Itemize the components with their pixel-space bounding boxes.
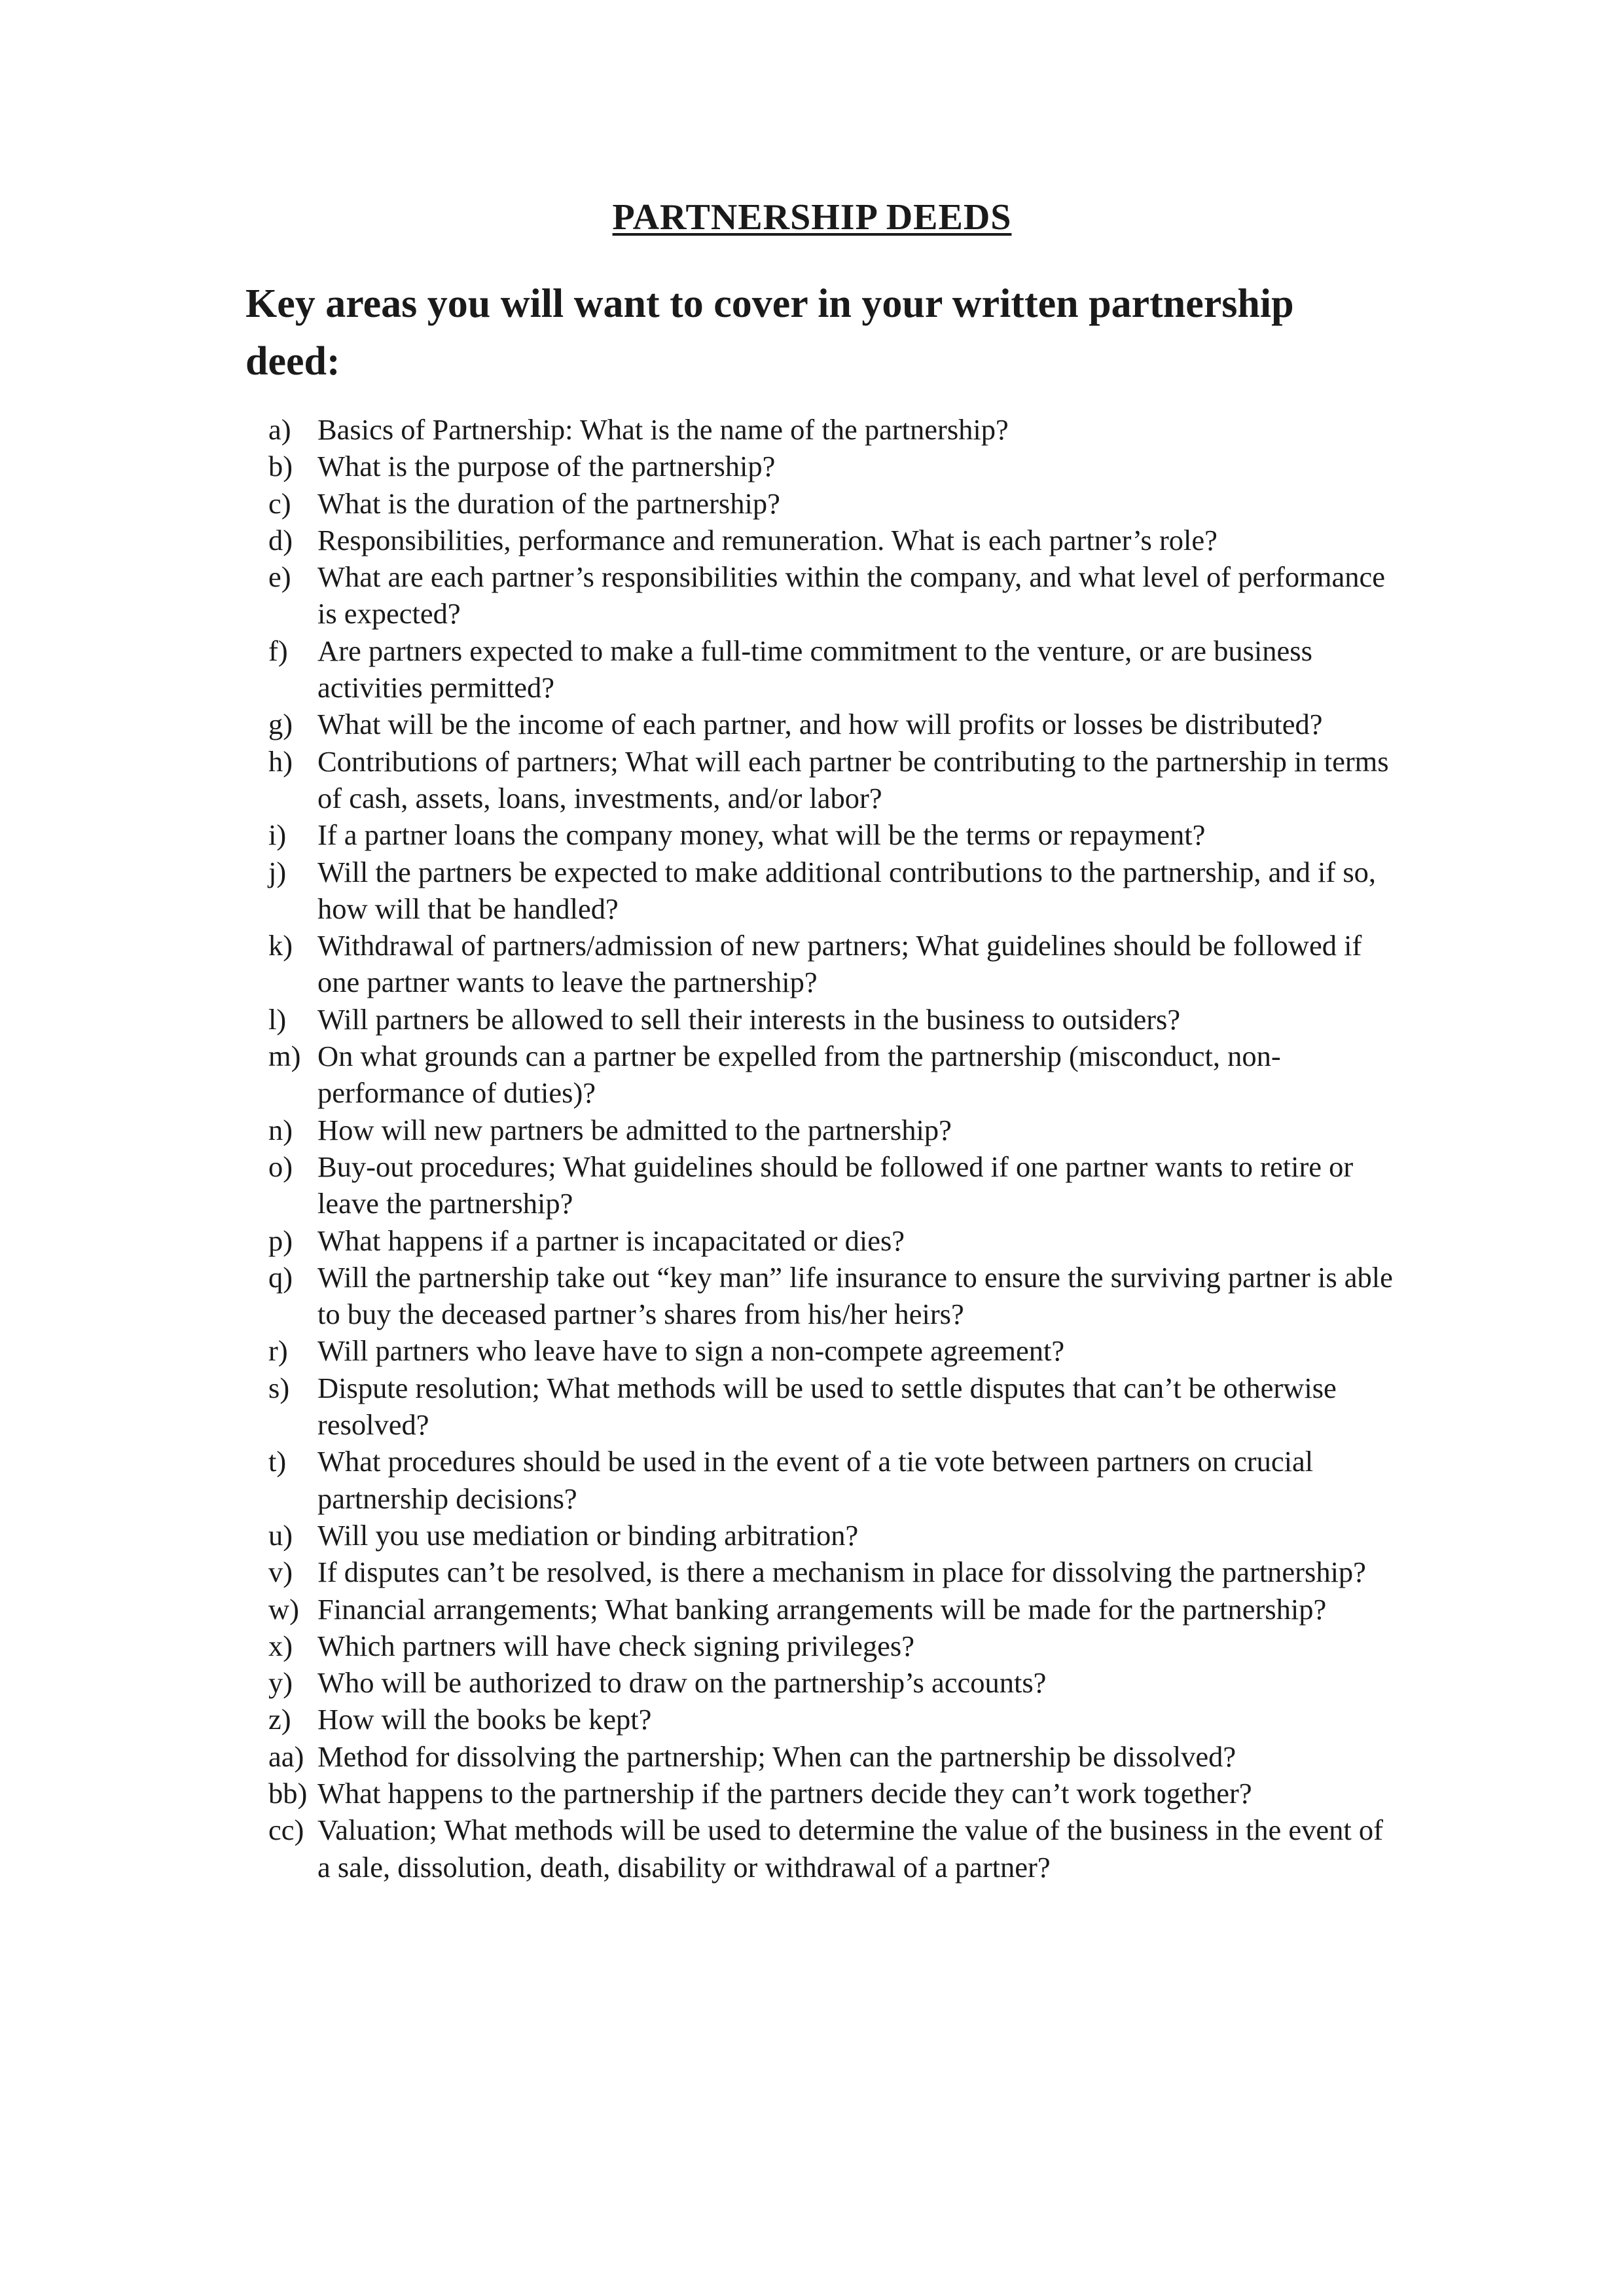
list-item	[245, 632, 1398, 706]
list-item-marker: q)	[268, 1260, 293, 1294]
list-item-marker: g)	[268, 708, 293, 741]
list-item-text: Which partners will have check signing privileges?	[317, 1629, 914, 1662]
list-item-text: Will the partners be expected to make additional contributions to the partnership, and if so, how will that be handled?	[317, 855, 1377, 925]
list-item	[245, 1001, 1398, 1038]
list-item-marker: x)	[268, 1629, 293, 1662]
list-item	[245, 1332, 1398, 1369]
list-item-marker: e)	[268, 560, 291, 594]
list-item	[245, 1370, 1398, 1444]
list-item-text: How will the books be kept?	[317, 1703, 652, 1736]
list-item-marker: z)	[268, 1703, 291, 1736]
list-item	[245, 411, 1398, 448]
list-item-marker: y)	[268, 1666, 293, 1700]
list-item-marker: n)	[268, 1113, 293, 1146]
list-item	[245, 558, 1398, 632]
document-subheading: Key areas you will want to cover in your written partnership deed:	[245, 282, 1294, 384]
list-item-marker: s)	[268, 1371, 290, 1404]
list-item-marker: m)	[268, 1040, 301, 1073]
list-item-text: If disputes can’t be resolved, is there a mechanism in place for dissolving the partnership?	[317, 1556, 1366, 1589]
list-item-marker: t)	[268, 1445, 287, 1478]
list-item-marker: c)	[268, 486, 291, 520]
list-item-text: Responsibilities, performance and remuneration. What is each partner’s role?	[317, 523, 1218, 556]
list-item-text: Dispute resolution; What methods will be used to settle disputes that can’t be otherwise resolved?	[317, 1371, 1337, 1442]
key-areas-list	[245, 411, 1398, 1886]
list-item-marker: j)	[268, 855, 287, 888]
list-item	[245, 743, 1398, 817]
list-item-marker: aa)	[268, 1740, 304, 1773]
list-item	[245, 816, 1398, 853]
list-item-marker: h)	[268, 744, 293, 778]
list-item-text: On what grounds can a partner be expelled from the partnership (misconduct, non-performance of duties)?	[317, 1040, 1281, 1110]
list-item-text: What is the duration of the partnership?	[317, 486, 780, 520]
list-item	[245, 1738, 1398, 1775]
list-item	[245, 1775, 1398, 1812]
list-item-text: Basics of Partnership: What is the name of the partnership?	[317, 413, 1009, 446]
list-item-text: Will partners who leave have to sign a non-compete agreement?	[317, 1334, 1065, 1368]
list-item-marker: k)	[268, 929, 293, 962]
list-item-marker: a)	[268, 413, 291, 446]
list-item-text: Are partners expected to make a full-time commitment to the venture, or are business activities permitted?	[317, 634, 1312, 704]
list-item	[245, 927, 1398, 1001]
list-item-marker: b)	[268, 450, 293, 483]
list-item	[245, 1443, 1398, 1517]
list-item	[245, 1664, 1398, 1701]
list-item	[245, 1148, 1398, 1222]
list-item-marker: v)	[268, 1556, 293, 1589]
list-item	[245, 1038, 1398, 1112]
list-item-marker: p)	[268, 1224, 293, 1257]
list-item-text: Financial arrangements; What banking arrangements will be made for the partnership?	[317, 1592, 1327, 1626]
list-item	[245, 522, 1398, 558]
list-item-marker: w)	[268, 1592, 299, 1626]
list-item-marker: d)	[268, 523, 293, 556]
list-item-text: What happens to the partnership if the partners decide they can’t work together?	[317, 1776, 1252, 1810]
list-item	[245, 485, 1398, 522]
list-item	[245, 1112, 1398, 1148]
list-item-marker: bb)	[268, 1776, 308, 1810]
list-item-marker: u)	[268, 1518, 293, 1552]
list-item-text: How will new partners be admitted to the partnership?	[317, 1113, 952, 1146]
list-item-marker: f)	[268, 634, 288, 667]
list-item-text: Who will be authorized to draw on the partnership’s accounts?	[317, 1666, 1047, 1700]
list-item-marker: l)	[268, 1002, 287, 1036]
list-item	[245, 448, 1398, 484]
list-item-text: What procedures should be used in the event of a tie vote between partners on crucial partnership decisions?	[317, 1445, 1314, 1515]
list-item	[245, 854, 1398, 928]
list-item-text: What is the purpose of the partnership?	[317, 450, 776, 483]
list-item-text: What are each partner’s responsibilities within the company, and what level of performance is expected?	[317, 560, 1386, 630]
list-item-text: Method for dissolving the partnership; When can the partnership be dissolved?	[317, 1740, 1236, 1773]
list-item	[245, 1517, 1398, 1554]
list-item-marker: i)	[268, 818, 287, 852]
list-item-text: Withdrawal of partners/admission of new partners; What guidelines should be followed if one partner wants to leave the partnership?	[317, 929, 1362, 999]
list-item-marker: o)	[268, 1150, 293, 1183]
list-item	[245, 1701, 1398, 1738]
list-item-text: Will partners be allowed to sell their interests in the business to outsiders?	[317, 1002, 1181, 1036]
list-item-text: Contributions of partners; What will each partner be contributing to the partnership in terms of cash, assets, loans, investments, and/or labor?	[317, 744, 1389, 814]
list-item	[245, 1259, 1398, 1333]
list-item-text: Will the partnership take out “key man” life insurance to ensure the surviving partner is able to buy the deceased partner’s shares from his/her heirs?	[317, 1260, 1393, 1331]
document-title: PARTNERSHIP DEEDS	[612, 197, 1012, 238]
list-item	[245, 1554, 1398, 1590]
list-item-marker: r)	[268, 1334, 288, 1368]
list-item	[245, 706, 1398, 742]
list-item-text: If a partner loans the company money, what will be the terms or repayment?	[317, 818, 1206, 852]
list-item-text: What will be the income of each partner, and how will profits or losses be distributed?	[317, 708, 1323, 741]
list-item	[245, 1628, 1398, 1664]
list-item	[245, 1222, 1398, 1259]
list-item-text: Will you use mediation or binding arbitration?	[317, 1518, 859, 1552]
list-item	[245, 1812, 1398, 1886]
list-item-text: Valuation; What methods will be used to determine the value of the business in the event of a sale, dissolution, death, disability or withdrawal of a partner?	[317, 1813, 1383, 1884]
list-item-text: Buy-out procedures; What guidelines should be followed if one partner wants to retire or leave the partnership?	[317, 1150, 1354, 1220]
list-item	[245, 1591, 1398, 1628]
list-item-marker: cc)	[268, 1813, 304, 1847]
list-item-text: What happens if a partner is incapacitated or dies?	[317, 1224, 905, 1257]
